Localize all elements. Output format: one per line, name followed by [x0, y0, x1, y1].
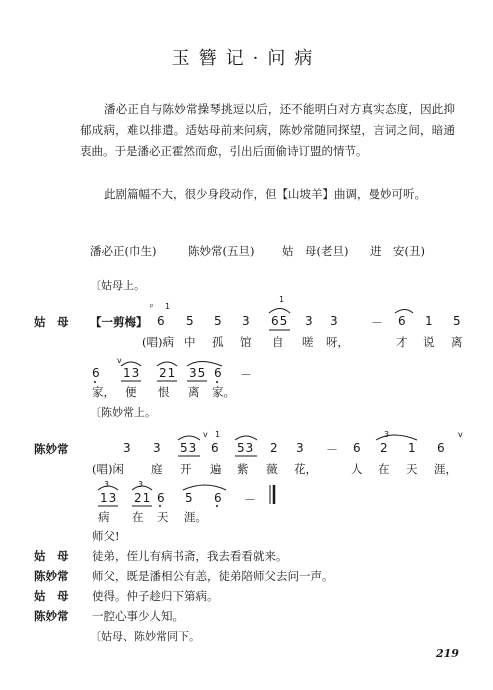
note: 65: [271, 314, 289, 328]
dialogue-line-2: 师父，既是潘相公有恙，徒弟陪师父去问一声。: [92, 569, 334, 583]
note: 5: [214, 314, 223, 328]
dialogue-line-3: 使得。仲子趁归下第病。: [92, 589, 219, 603]
lyric: 花，: [294, 462, 317, 476]
lyric: 自: [272, 335, 284, 349]
lyric: 才: [396, 335, 408, 349]
breath-mark: v: [458, 430, 463, 439]
lyric: 家，: [92, 385, 115, 399]
dash: －: [240, 368, 254, 382]
lyric: 遍: [210, 462, 222, 476]
lyric: 天: [406, 462, 418, 476]
note: 21: [159, 366, 177, 380]
stage-direction-aunt-enters: 〔姑母上。: [90, 279, 145, 292]
lyric: 涯，: [434, 462, 457, 476]
grace-note: 1: [279, 295, 285, 304]
grace-note: 1: [215, 430, 221, 439]
note: 6: [353, 441, 362, 455]
note: 35: [189, 366, 207, 380]
grace-note: 3: [138, 480, 144, 489]
note: 13: [123, 366, 141, 380]
note: 3: [296, 441, 305, 455]
dash: －: [244, 493, 258, 507]
lyric: 说: [423, 335, 435, 349]
note: 5: [186, 314, 195, 328]
page-number: 219: [436, 647, 459, 660]
intro-paragraph-1: 潘必正自与陈妙常操琴挑逗以后，还不能明白对方真实态度，因此抑郁成病，难以排遣。适姑母前来问病，陈妙常随同探望，言词之间，暗通衷曲。于是潘必正霍然而愈，引出后面偷诗订盟的情节。: [80, 102, 455, 158]
note: 5: [453, 314, 462, 328]
dash: －: [326, 443, 340, 457]
slur: [235, 436, 257, 440]
note: 6: [92, 366, 101, 380]
octave-dot: [216, 381, 218, 383]
stage-direction-chen-enters: 〔陈妙常上。: [90, 406, 156, 419]
lyric: 开: [180, 462, 192, 476]
role-jin-an: 进 安(丑): [370, 244, 425, 258]
slur: [157, 362, 177, 366]
note: 5: [185, 491, 194, 505]
slur: [183, 485, 226, 490]
lyric: 病: [98, 510, 110, 524]
dialogue-line-1: 徒弟，侄儿有病书斋，我去看看就来。: [92, 549, 288, 563]
lyric: 人: [351, 462, 363, 476]
note: 1: [408, 441, 417, 455]
note: 6: [398, 314, 407, 328]
lyric: 涯。: [184, 510, 207, 524]
role-aunt: 姑 母(老旦): [282, 244, 349, 258]
lyric: 恨: [158, 385, 170, 399]
lyric: 庭: [151, 462, 163, 476]
lyric: 家。: [212, 385, 235, 399]
note: 13: [100, 491, 118, 505]
slur: [395, 310, 413, 314]
grace-note: 1: [165, 302, 171, 311]
grace-note: 3: [104, 480, 110, 489]
dialogue-speaker-2: 陈妙常: [34, 569, 69, 583]
lyric: 薇: [266, 462, 278, 476]
intro-paragraph-2: 此剧篇幅不大，很少身段动作，但【山坡羊】曲调，曼妙可听。: [104, 187, 426, 201]
lyric: 离: [451, 335, 463, 349]
note: 2: [270, 441, 279, 455]
dialogue-line-4: 一腔心事少人知。: [92, 609, 184, 623]
slur: [187, 362, 222, 367]
lyric: 呀，: [326, 335, 349, 349]
note: 6: [211, 441, 220, 455]
lyric: (唱)闲: [92, 462, 124, 476]
slur: [269, 309, 290, 314]
note: 53: [237, 441, 255, 455]
note: 1: [425, 314, 434, 328]
dialogue-speaker-4: 陈妙常: [34, 609, 69, 623]
lyric: 便: [125, 385, 137, 399]
note: 3: [123, 441, 132, 455]
page-title: 玉簪记·问病: [171, 48, 322, 69]
note: 6: [437, 441, 446, 455]
speaker-chen-miaochang: 陈妙常: [34, 442, 69, 456]
dialogue-speaker-3: 姑 母: [34, 589, 69, 603]
role-chen-miaochang: 陈妙常(五旦): [188, 244, 255, 258]
breath-mark: v: [117, 356, 122, 365]
breath-mark: v: [203, 430, 208, 439]
note: 6: [214, 366, 223, 380]
lyric: 紫: [237, 462, 249, 476]
lyric: 在: [378, 462, 390, 476]
note: 6: [214, 491, 223, 505]
dialogue-line-0: 师父!: [92, 529, 120, 543]
stage-direction-exit: 〔姑母、陈妙常同下。: [90, 630, 200, 643]
octave-dot: [216, 505, 218, 507]
note: 6: [157, 314, 166, 328]
octave-dot: [159, 505, 161, 507]
lyric: 嗟: [302, 335, 314, 349]
role-pan-bizheng: 潘必正(巾生): [90, 244, 157, 258]
speaker-aunt: 姑 母: [34, 315, 69, 329]
dialogue-speaker-1: 姑 母: [34, 549, 69, 563]
lyric: (唱)病: [142, 335, 174, 349]
breath-mark: ᵖ: [150, 302, 154, 311]
note: 3: [330, 314, 339, 328]
dash: －: [371, 316, 385, 330]
note: 6: [157, 491, 166, 505]
note: 3: [153, 441, 162, 455]
lyric: 天: [157, 510, 169, 524]
note: 53: [180, 441, 198, 455]
note: 21: [134, 491, 152, 505]
grace-note: 3: [384, 430, 390, 439]
note: 3: [305, 314, 314, 328]
tune-name: 【一剪梅】: [90, 315, 148, 329]
note: 2: [380, 441, 389, 455]
slur: [376, 435, 417, 440]
lyric: 在: [132, 510, 144, 524]
lyric: 馆: [240, 335, 252, 349]
lyric: 孤: [212, 335, 224, 349]
lyric: 中: [184, 335, 196, 349]
slur: [178, 436, 200, 440]
note: 3: [242, 314, 251, 328]
octave-dot: [94, 381, 96, 383]
lyric: 离: [188, 385, 200, 399]
slur: [121, 362, 141, 366]
